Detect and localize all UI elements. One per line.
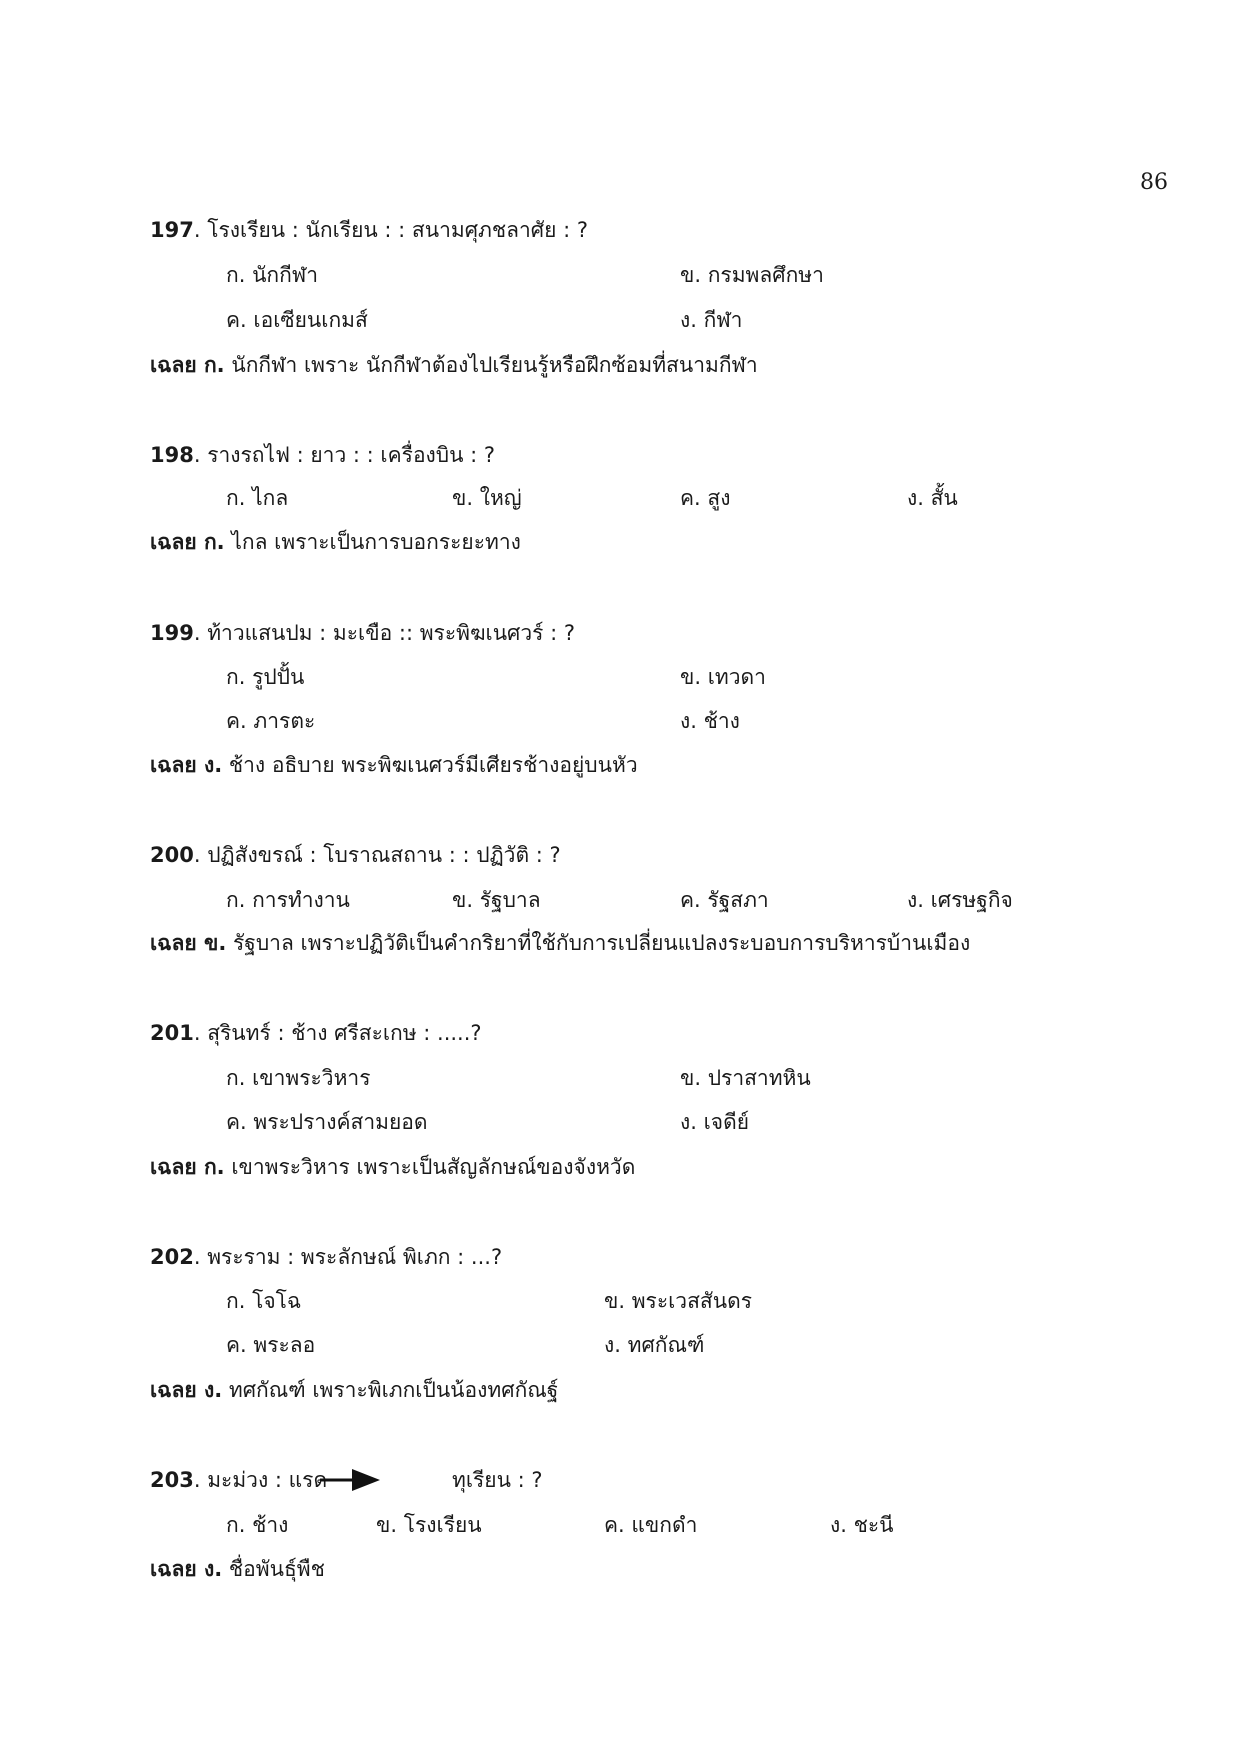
answer-line: [150, 928, 970, 958]
answer-text: ช้าง อธิบาย พระพิฆเนศวร์มีเศียรช้างอยู่บนหัว: [222, 753, 638, 777]
answer-line: [150, 1152, 635, 1182]
question-number: 200: [150, 843, 194, 867]
question-stem: [150, 440, 495, 470]
option-c: ค. แขกดำ: [604, 1513, 698, 1537]
option-c: ค. เอเซียนเกมส์: [226, 308, 368, 332]
question-number: 201: [150, 1021, 194, 1045]
option-b: ข. โรงเรียน: [376, 1513, 482, 1537]
answer-label: เฉลย ง.: [150, 753, 223, 777]
question-text: . ท้าวแสนปม : มะเขือ :: พระพิฆเนศวร์ : ?: [193, 621, 576, 645]
option-b: ข. พระเวสสันดร: [604, 1289, 752, 1313]
question-stem: [150, 1465, 327, 1495]
question-text: . รางรถไฟ : ยาว : : เครื่องบิน : ?: [193, 443, 496, 467]
answer-label: เฉลย ง.: [150, 1557, 223, 1581]
option-a: ก. นักกีฬา: [226, 263, 318, 287]
option-d: ง. ทศกัณฑ์: [604, 1333, 705, 1357]
option-d: ง. ชะนี: [830, 1513, 894, 1537]
page-number: 86: [1140, 170, 1168, 195]
option-b: ข. เทวดา: [680, 665, 766, 689]
question-text: . โรงเรียน : นักเรียน : : สนามศุภชลาศัย : ?: [193, 218, 589, 242]
question-text: . ปฏิสังขรณ์ : โบราณสถาน : : ปฏิวัติ : ?: [193, 843, 561, 867]
question-number: 198: [150, 443, 194, 467]
question-stem: [150, 618, 575, 648]
question-stem: [150, 1242, 502, 1272]
answer-label: เฉลย ข.: [150, 931, 227, 955]
option-a: ก. รูปปั้น: [226, 665, 305, 689]
option-d: ง. ช้าง: [680, 709, 740, 733]
option-b: ข. รัฐบาล: [452, 888, 541, 912]
option-a: ก. การทำงาน: [226, 888, 350, 912]
question-stem: [150, 840, 561, 870]
question-stem: [150, 1018, 482, 1048]
option-c: ค. รัฐสภา: [680, 888, 769, 912]
answer-label: เฉลย ง.: [150, 1378, 223, 1402]
question-stem: [150, 215, 588, 245]
option-a: ก. ไกล: [226, 486, 289, 510]
option-b: ข. กรมพลศึกษา: [680, 263, 824, 287]
option-d: ง. เจดีย์: [680, 1110, 750, 1134]
option-c: ค. พระปรางค์สามยอด: [226, 1110, 428, 1134]
option-c: ค. สูง: [680, 486, 731, 510]
option-c: ค. ภารตะ: [226, 709, 316, 733]
answer-text: ไกล เพราะเป็นการบอกระยะทาง: [224, 530, 521, 554]
question-text: . พระราม : พระลักษณ์ พิเภก : ...?: [193, 1245, 503, 1269]
arrow-right-icon: [318, 1465, 382, 1495]
answer-text: นักกีฬา เพราะ นักกีฬาต้องไปเรียนรู้หรือฝึกซ้อมที่สนามกีฬา: [224, 353, 758, 377]
option-d: ง. สั้น: [907, 486, 958, 510]
question-number: 199: [150, 621, 194, 645]
question-text: . สุรินทร์ : ช้าง ศรีสะเกษ : .....?: [193, 1021, 482, 1045]
answer-line: [150, 527, 521, 557]
answer-line: [150, 350, 758, 380]
answer-line: [150, 1554, 325, 1584]
option-a: ก. ช้าง: [226, 1513, 289, 1537]
question-text: . มะม่วง : แรด: [193, 1468, 328, 1492]
answer-text: เขาพระวิหาร เพราะเป็นสัญลักษณ์ของจังหวัด: [224, 1155, 636, 1179]
question-number: 203: [150, 1468, 194, 1492]
option-b: ข. ใหญ่: [452, 486, 522, 510]
answer-label: เฉลย ก.: [150, 1155, 225, 1179]
answer-label: เฉลย ก.: [150, 353, 225, 377]
option-d: ง. กีฬา: [680, 308, 743, 332]
answer-text: ชื่อพันธุ์พืช: [222, 1557, 325, 1581]
answer-label: เฉลย ก.: [150, 530, 225, 554]
option-b: ข. ปราสาทหิน: [680, 1066, 811, 1090]
answer-line: [150, 1375, 558, 1405]
answer-line: [150, 750, 638, 780]
option-a: ก. โจโฉ: [226, 1289, 302, 1313]
option-d: ง. เศรษฐกิจ: [907, 888, 1013, 912]
question-number: 197: [150, 218, 194, 242]
answer-text: รัฐบาล เพราะปฏิวัติเป็นคำกริยาที่ใช้กับการเปลี่ยนแปลงระบอบการบริหารบ้านเมือง: [226, 931, 971, 955]
question-text-after-arrow: ทุเรียน : ?: [452, 1468, 543, 1492]
question-number: 202: [150, 1245, 194, 1269]
answer-text: ทศกัณฑ์ เพราะพิเภกเป็นน้องทศกัณฐ์: [222, 1378, 559, 1402]
option-c: ค. พระลอ: [226, 1333, 316, 1357]
option-a: ก. เขาพระวิหาร: [226, 1066, 371, 1090]
